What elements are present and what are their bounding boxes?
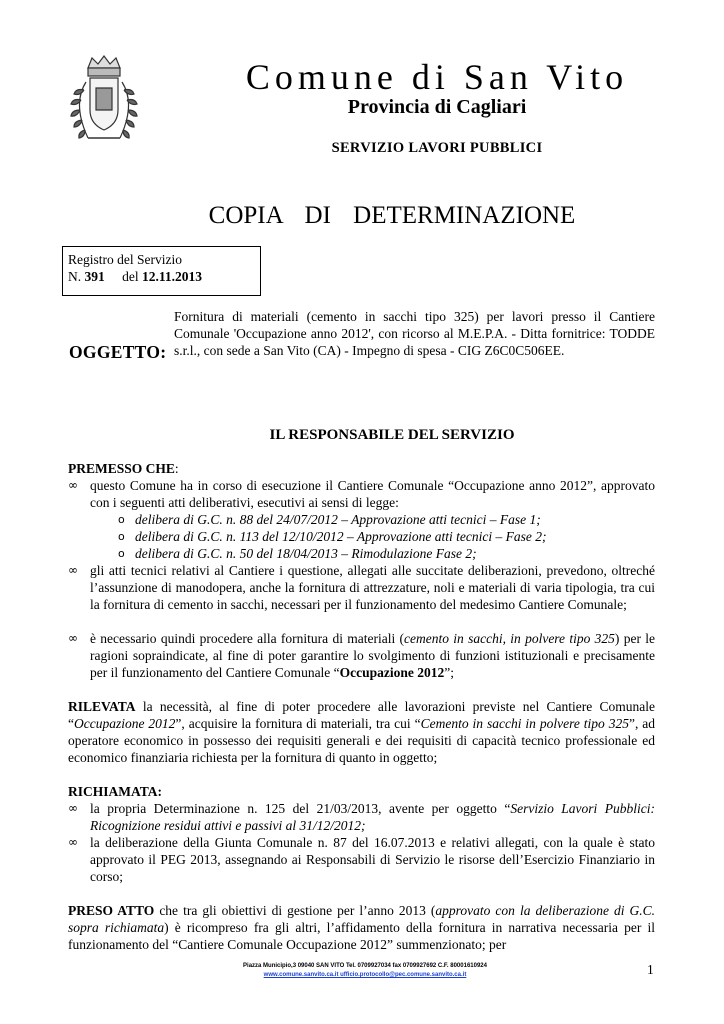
registry-number-line: N. 391 del 12.11.2013 [68,269,203,284]
bullet-icon: ∞ [68,835,78,849]
subject-text: Fornitura di materiali (cemento in sacchi tipo 325) per lavori presso il Cantiere Comunale 'Occupazione anno 2012', con ricorso al M.E.P.A. - Ditta fornitrice: TODDE s.r.l., con sede a San Vito (CA) - Impegno di spesa - CIG Z6C0C506EE. [174,309,655,358]
registry-label: Registro del Servizio [68,252,182,267]
preso-atto-paragraph: PRESO ATTO che tra gli obiettivi di gestione per l’anno 2013 (approvato con la deliberazione di G.C. sopra richiamata) è ricompreso fra gli altri, l’affidamento della fornitura in narrativa necessaria per il funzionamento del “Cantiere Comunale Occupazione 2012” summenzionato; per [68,903,655,952]
bullet-icon: ∞ [68,631,78,645]
bullet-icon: ∞ [68,478,78,492]
bullet-icon: ∞ [68,563,78,577]
footer-links[interactable]: www.comune.sanvito.ca.it ufficio.protocollo@pec.comune.sanvito.ca.it [263,972,467,978]
registry-number: 391 [84,269,105,284]
list-item: ∞ è necessario quindi procedere alla fornitura di materiali (cemento in sacchi, in polvere tipo 325) per le ragioni sopraindicate, al fine di poter garantire lo svolgimento di funzioni istituzionali e precisamente per il funzionamento del Cantiere Comunale “Occupazione 2012”; [68,631,655,680]
page-number: 1 [647,962,654,977]
circle-bullet-icon: o [118,513,125,526]
service-name: SERVIZIO LAVORI PUBBLICI [331,140,543,156]
registry-date: 12.11.2013 [142,269,203,284]
municipality-name: Comune di San Vito [245,57,629,97]
rilevata-paragraph: RILEVATA la necessità, al fine di poter procedere alle lavorazioni previste nel Cantiere Comunale “Occupazione 2012”, acquisire la fornitura di materiali, tra cui “Cemento in sacchi in polvere tipo 325”, ad operatore economico in possesso dei requisiti generali e dei requisiti di capacità tecnico professionale ed economico finanziaria richiesta per la fornitura di quanto in oggetto; [68,699,656,765]
registry-box [62,246,261,296]
section-heading: IL RESPONSABILE DEL SERVIZIO [269,427,515,443]
circle-bullet-icon: o [118,547,125,560]
bullet-icon: ∞ [68,801,78,815]
document-title: COPIA DI DETERMINAZIONE [208,202,576,229]
premesso-heading: PREMESSO CHE: [68,461,179,476]
list-item: ∞ la deliberazione della Giunta Comunale n. 87 del 16.07.2013 e relativi allegati, con la quale è stato approvato il PEG 2013, assegnando ai Responsabili di Servizio le risorse dell’Esercizio Finanziario in corso; [68,835,655,884]
province-name: Provincia di Cagliari [347,96,527,118]
circle-bullet-icon: o [118,530,125,543]
footer-address: Piazza Municipio,3 09040 SAN VITO Tel. 0709927034 fax 0709927692 C.F. 80001610924 [243,963,487,969]
list-item: ∞ la propria Determinazione n. 125 del 21/03/2013, avente per oggetto “Servizio Lavori Pubblici: Ricognizione residui attivi e passivi al 31/12/2012; [68,801,655,833]
richiamata-heading: RICHIAMATA: [68,784,162,799]
coat-of-arms-icon [66,54,142,150]
list-item: ∞ questo Comune ha in corso di esecuzione il Cantiere Comunale “Occupazione anno 2012”, approvato con i seguenti atti deliberativi, esecutivi ai sensi di legge: [68,478,655,510]
subject-label: OGGETTO: [69,342,167,362]
list-item: ∞ gli atti tecnici relativi al Cantiere i questione, allegati alle succitate deliberazioni, prevedono, oltreché l’assunzione di manodopera, anche la fornitura di attrezzature, noli e materiali di varia tipologia, tra cui la fornitura di cemento in sacchi, necessari per il funzionamento del medesimo Cantiere Comunale; [68,563,655,612]
